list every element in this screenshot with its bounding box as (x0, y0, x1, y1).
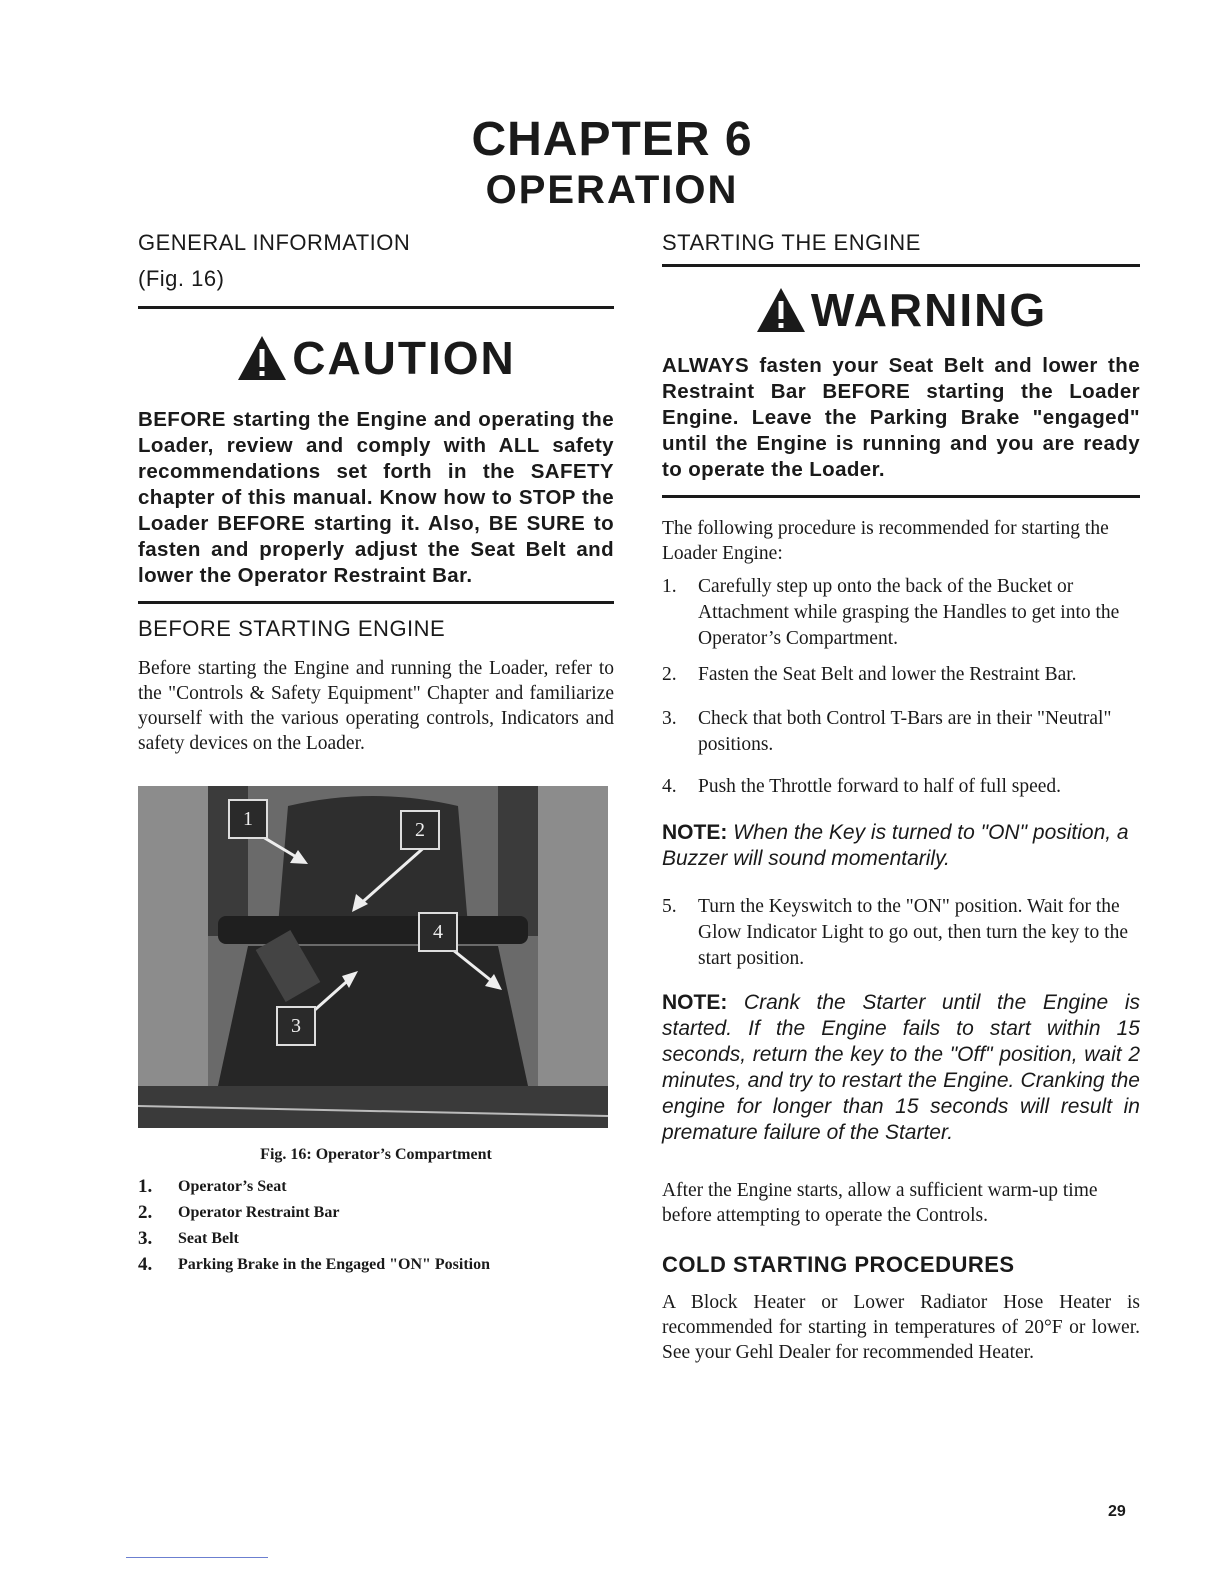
operators-compartment-figure (138, 786, 608, 1128)
legend-text: Operator’s Seat (178, 1178, 287, 1195)
step-text: Carefully step up onto the back of the Bucket or Attachment while grasping the Handles to get into the Operator’s Compartment. (698, 576, 1120, 649)
legend-number: 3. (138, 1228, 153, 1249)
legend-text: Seat Belt (178, 1230, 239, 1247)
legend-number: 2. (138, 1202, 153, 1223)
legend-item (138, 1252, 614, 1278)
legend-text: Parking Brake in the Engaged "ON" Position (178, 1256, 491, 1273)
before-starting-heading: BEFORE STARTING ENGINE (138, 616, 446, 641)
starting-engine-heading: STARTING THE ENGINE (662, 230, 921, 255)
figure-legend (138, 1174, 614, 1278)
step-number: 3. (662, 708, 677, 729)
figure-callout-2: 2 (400, 810, 440, 850)
procedure-step (662, 662, 1140, 688)
procedure-intro: The following procedure is recommended for starting the Loader Engine: (662, 518, 1109, 564)
warning-triangle-icon (755, 286, 807, 334)
figure-callout-4: 4 (418, 912, 458, 952)
caution-label: CAUTION (292, 332, 516, 384)
note-label: NOTE: (662, 991, 728, 1014)
page-number: 29 (1108, 1503, 1126, 1520)
operators-compartment-photo (138, 786, 608, 1128)
procedure-step (662, 706, 1140, 758)
warning-label: WARNING (810, 284, 1048, 336)
legend-number: 1. (138, 1176, 153, 1197)
before-starting-text: Before starting the Engine and running the Loader, refer to the "Controls & Safety Equipment" Chapter and familiarize yourself with the various operating controls, Indicators and safety devices on the Loader. (138, 658, 614, 754)
legend-item (138, 1200, 614, 1226)
legend-number: 4. (138, 1254, 153, 1275)
caution-text: BEFORE starting the Engine and operating the Loader, review and comply with ALL safety recommendations set forth in the SAFETY chapter of this manual. Know how to STOP the Loader BEFORE starting it. Also, BE SURE to fasten and properly adjust the Seat Belt and lower the Operator Restraint Bar. (138, 408, 614, 587)
figure-caption: Fig. 16: Operator’s Compartment (260, 1146, 492, 1163)
legend-item (138, 1174, 614, 1200)
procedure-step (662, 894, 1140, 972)
procedure-steps (662, 574, 1140, 800)
cold-starting-text: A Block Heater or Lower Radiator Hose Heater is recommended for starting in temperatures of 20°F or lower. See your Gehl Dealer for recommended Heater. (662, 1292, 1140, 1363)
note-cranking (662, 990, 1140, 1146)
note-text: Crank the Starter until the Engine is started. If the Engine fails to start within 15 seconds, return the key to the "Off" position, wait 2 minutes, and try to restart the Engine. Cranking the engine for longer than 15 seconds will result in premature failure of the Starter. (662, 991, 1140, 1144)
right-column (662, 226, 1140, 1365)
chapter-number: CHAPTER 6 (471, 113, 753, 166)
warning-text: ALWAYS fasten your Seat Belt and lower the Restraint Bar BEFORE starting the Loader Engine. Leave the Parking Brake "engaged" until the Engine is running and you are ready to operate the Loader. (662, 354, 1140, 481)
note-text: When the Key is turned to "ON" position, a Buzzer will sound momentarily. (662, 821, 1129, 870)
caution-banner (138, 309, 614, 407)
general-information-heading: GENERAL INFORMATION (138, 230, 411, 255)
warning-banner (662, 267, 1140, 353)
chapter-title: OPERATION (485, 168, 739, 212)
step-number: 1. (662, 576, 677, 597)
figure-callout-1: 1 (228, 799, 268, 839)
step-number: 5. (662, 896, 677, 917)
cold-starting-heading: COLD STARTING PROCEDURES (662, 1252, 1015, 1277)
step-text: Fasten the Seat Belt and lower the Restraint Bar. (698, 664, 1077, 685)
procedure-step (662, 774, 1140, 800)
step-text: Turn the Keyswitch to the "ON" position. Wait for the Glow Indicator Light to go out, then turn the key to the start position. (698, 896, 1128, 969)
warning-triangle-icon (236, 334, 288, 382)
footer-rule (126, 1557, 268, 1558)
procedure-steps-continued (662, 894, 1140, 972)
figure-callout-3: 3 (276, 1006, 316, 1046)
caution-bottom-rule (138, 601, 614, 604)
note-buzzer (662, 820, 1140, 872)
step-number: 4. (662, 776, 677, 797)
step-text: Check that both Control T-Bars are in their "Neutral" positions. (698, 708, 1112, 755)
left-column (138, 226, 614, 1278)
after-start-text: After the Engine starts, allow a sufficient warm-up time before attempting to operate the Controls. (662, 1180, 1098, 1226)
legend-text: Operator Restraint Bar (178, 1204, 340, 1221)
warning-bottom-rule (662, 495, 1140, 498)
general-information-figref: (Fig. 16) (138, 266, 225, 291)
note-label: NOTE: (662, 821, 728, 844)
step-text: Push the Throttle forward to half of full speed. (698, 776, 1062, 797)
procedure-step (662, 574, 1140, 652)
legend-item (138, 1226, 614, 1252)
step-number: 2. (662, 664, 677, 685)
